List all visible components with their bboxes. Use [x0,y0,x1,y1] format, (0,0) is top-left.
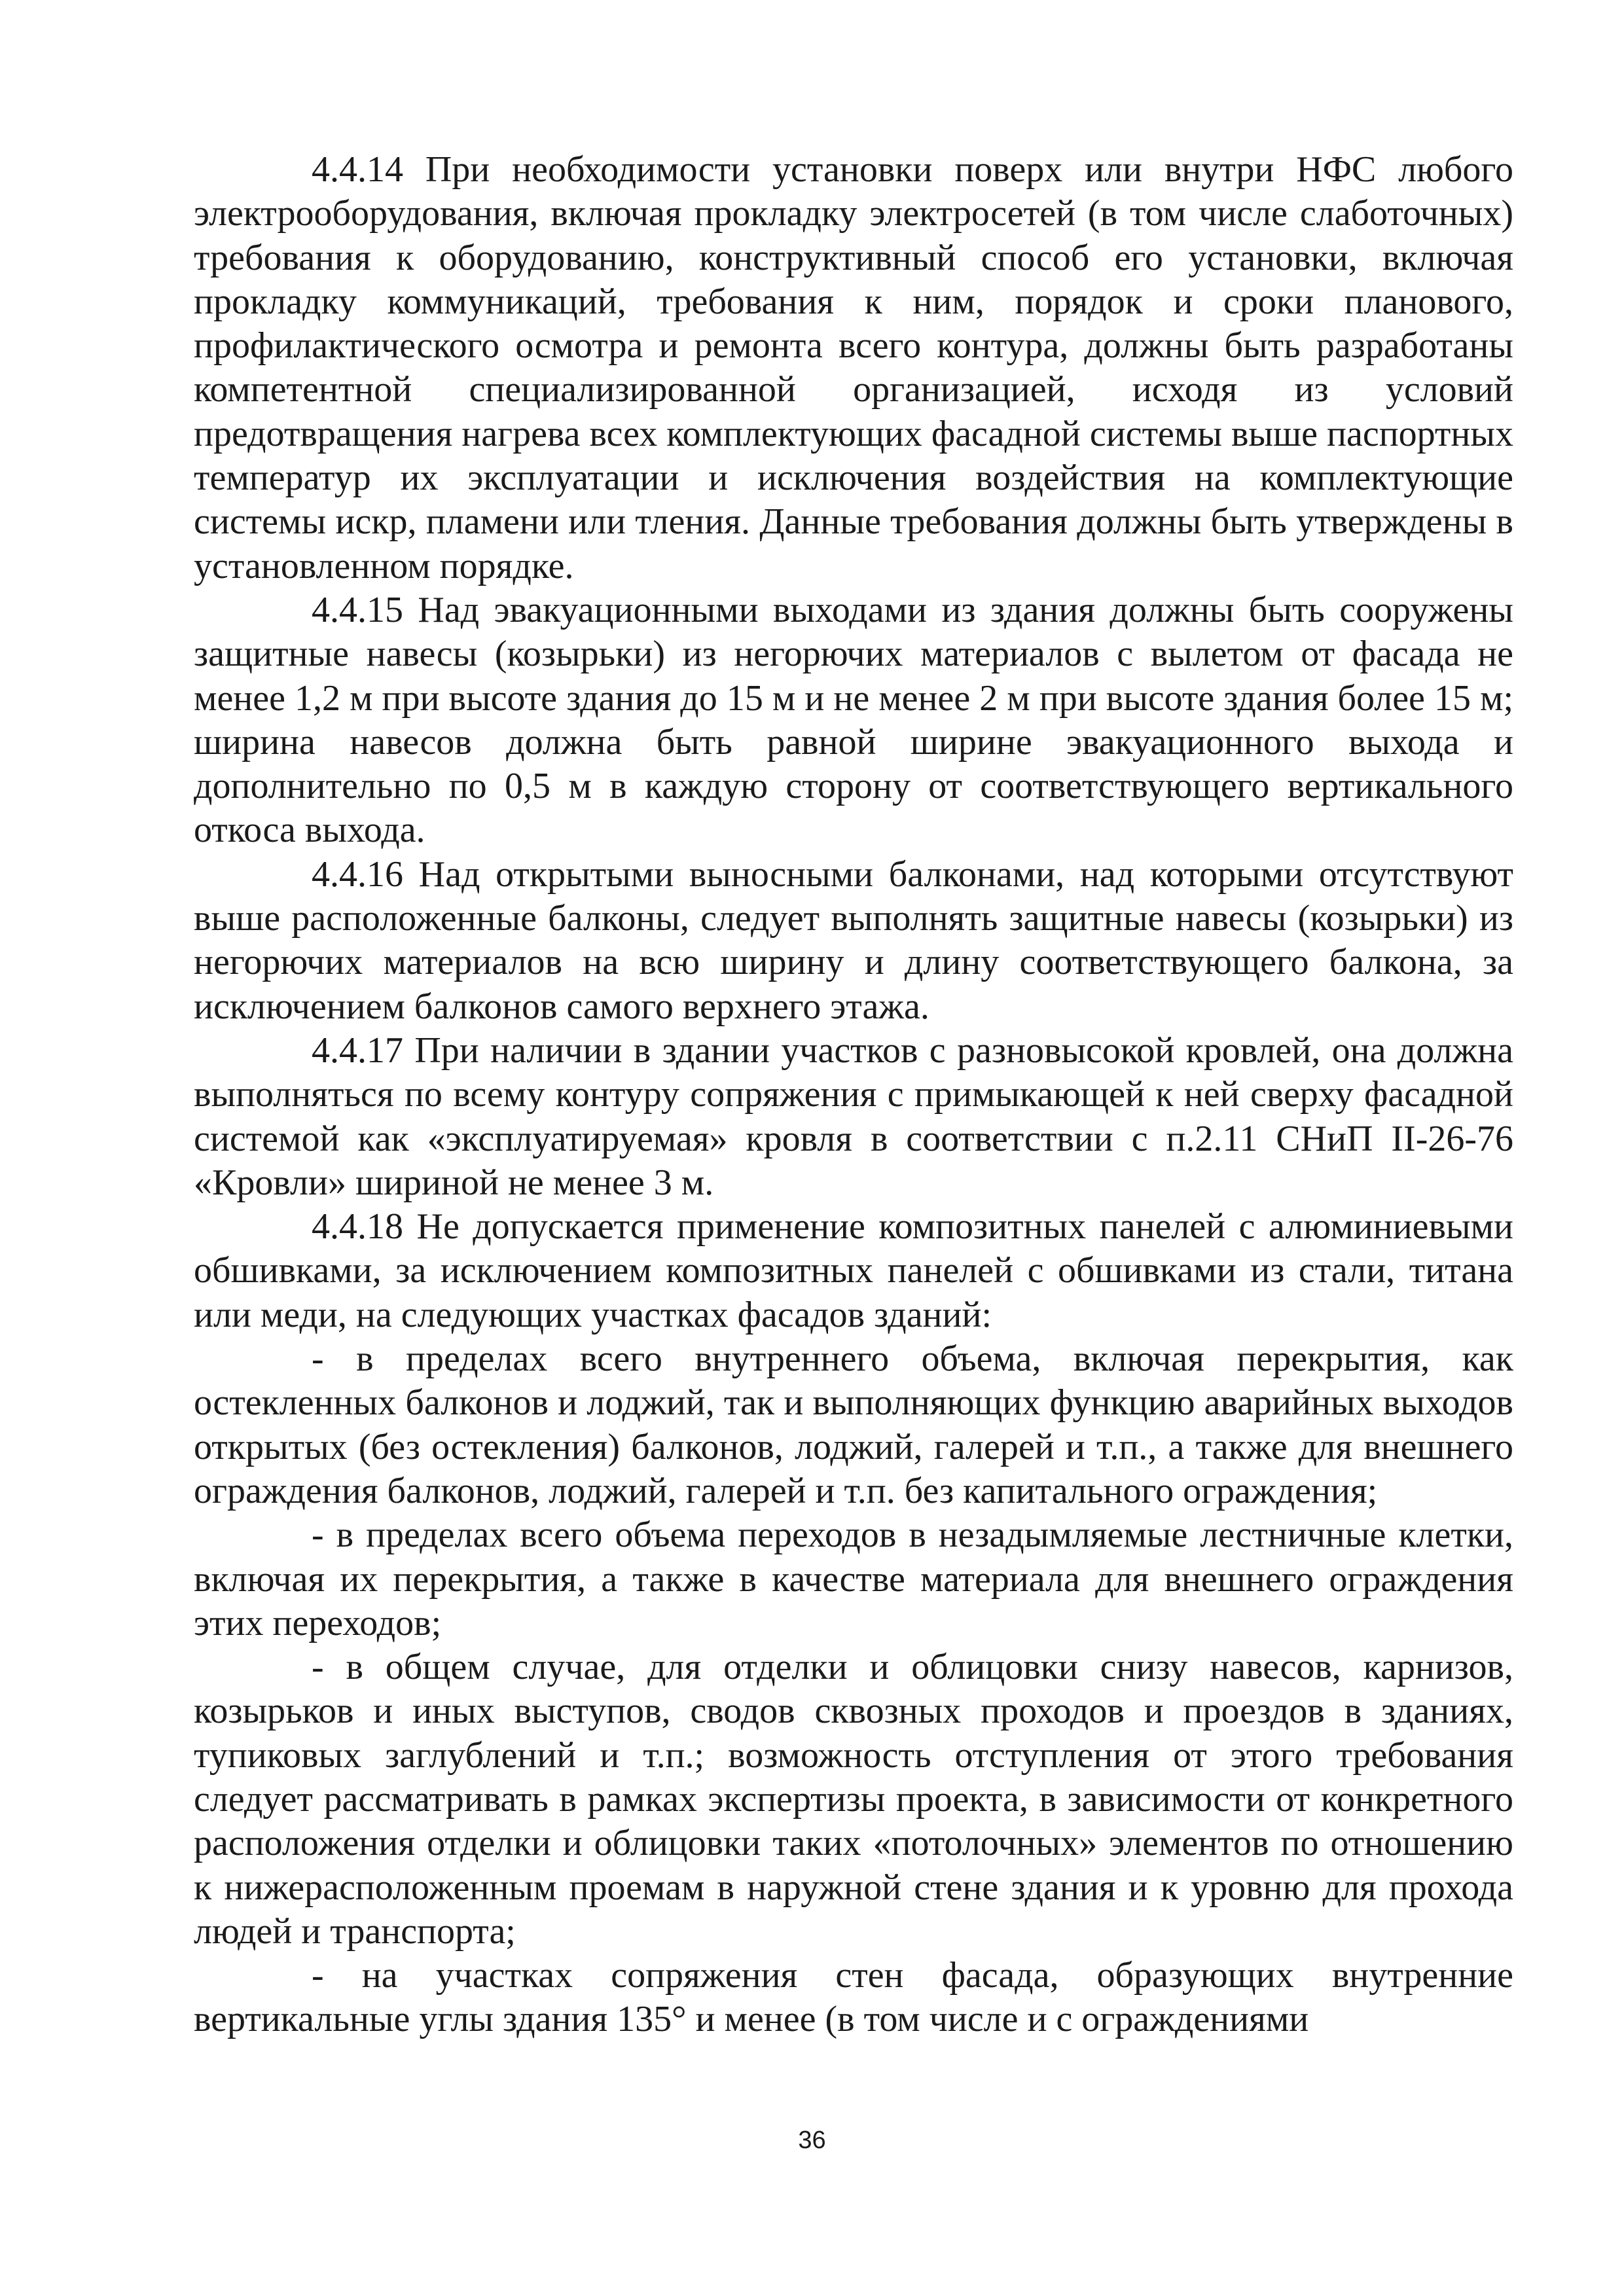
paragraph-4-4-15: 4.4.15 Над эвакуационными выходами из здания должны быть сооружены защитные навесы (козырьки) из негорючих материалов с вылетом от фасада не менее 1,2 м при высоте здания до 15 м и не менее 2 м при высоте здания более 15 м; ширина навесов должна быть равной ширине эвакуационного выхода и дополнительно по 0,5 м в каждую сторону от соответствующего вертикального откоса выхода. [194,589,1513,851]
paragraph-4-4-18: 4.4.18 Не допускается применение композитных панелей с алюминиевыми обшивками, за исключением композитных панелей с обшивками из стали, титана или меди, на следующих участках фасадов зданий: [194,1206,1513,1335]
page-number: 36 [798,2126,826,2154]
paragraph-4-4-14: 4.4.14 При необходимости установки поверх или внутри НФС любого электрооборудования, включая прокладку электросетей (в том числе слаботочных) требования к оборудованию, конструктивный способ его установки, включая прокладку коммуникаций, требования к ним, порядок и сроки планового, профилактического осмотра и ремонта всего контура, должны быть разработаны компетентной специализированной организацией, исходя из условий предотвращения нагрева всех комплектующих фасадной системы выше паспортных температур их эксплуатации и исключения воздействия на комплектующие системы искр, пламени или тления. Данные требования должны быть утверждены в установленном порядке. [194,149,1513,586]
list-item-canopies: - в общем случае, для отделки и облицовки снизу навесов, карнизов, козырьков и иных выступов, сводов сквозных проходов и проездов в зданиях, тупиковых заглублений и т.п.; возможность отступления от этого требования следует рассматривать в рамках экспертизы проекта, в зависимости от конкретного расположения отделки и облицовки таких «потолочных» элементов по отношению к нижерасположенным проемам в наружной стене здания и к уровню для прохода людей и транспорта; [194,1647,1513,1952]
paragraph-4-4-16: 4.4.16 Над открытыми выносными балконами, над которыми отсутствуют выше расположенные балконы, следует выполнять защитные навесы (козырьки) из негорючих материалов на всю ширину и длину соответствующего балкона, за исключением балконов самого верхнего этажа. [194,853,1513,1027]
list-item-stair-passages: - в пределах всего объема переходов в незадымляемые лестничные клетки, включая их перекрытия, а также в качестве материала для внешнего ограждения этих переходов; [194,1515,1513,1643]
list-item-balconies: - в пределах всего внутреннего объема, включая перекрытия, как остекленных балконов и лоджий, так и выполняющих функцию аварийных выходов открытых (без остекления) балконов, лоджий, галерей и т.п., а также для внешнего ограждения балконов, лоджий, галерей и т.п. без капитального ограждения; [194,1338,1513,1511]
body-text [194,148,1513,2042]
list-item-wall-corners: - на участках сопряжения стен фасада, образующих внутренние вертикальные углы здания 135° и менее (в том числе и с ограждениями [194,1955,1513,2040]
paragraph-4-4-17: 4.4.17 При наличии в здании участков с разновысокой кровлей, она должна выполняться по всему контуру сопряжения с примыкающей к ней сверху фасадной системой как «эксплуатируемая» кровля в соответствии с п.2.11 СНиП II-26-76 «Кровли» шириной не менее 3 м. [194,1030,1513,1203]
